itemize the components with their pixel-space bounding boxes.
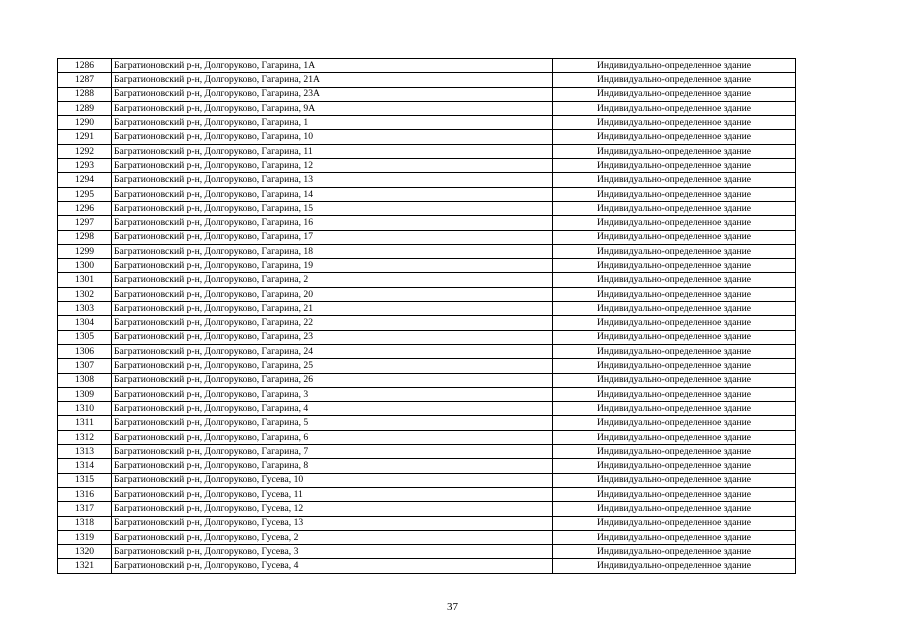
address-cell: Багратионовский р-н, Долгоруково, Гагарина, 14 [112, 187, 553, 201]
row-number-cell: 1290 [58, 116, 112, 130]
table-row [58, 545, 796, 559]
object-type-cell: Индивидуально-определенное здание [553, 116, 796, 130]
object-type-cell: Индивидуально-определенное здание [553, 459, 796, 473]
address-cell: Багратионовский р-н, Долгоруково, Гагарина, 1А [112, 59, 553, 73]
address-cell: Багратионовский р-н, Долгоруково, Гагарина, 8 [112, 459, 553, 473]
object-type-cell: Индивидуально-определенное здание [553, 187, 796, 201]
address-cell: Багратионовский р-н, Долгоруково, Гагарина, 21А [112, 73, 553, 87]
object-type-cell: Индивидуально-определенное здание [553, 201, 796, 215]
row-number-cell: 1300 [58, 259, 112, 273]
table-row [58, 330, 796, 344]
table-row [58, 373, 796, 387]
object-type-cell: Индивидуально-определенное здание [553, 273, 796, 287]
table-body [58, 59, 796, 574]
table-row [58, 159, 796, 173]
row-number-cell: 1305 [58, 330, 112, 344]
property-registry-table [57, 58, 796, 574]
object-type-cell: Индивидуально-определенное здание [553, 259, 796, 273]
object-type-cell: Индивидуально-определенное здание [553, 359, 796, 373]
address-cell: Багратионовский р-н, Долгоруково, Гагарина, 9А [112, 101, 553, 115]
address-cell: Багратионовский р-н, Долгоруково, Гагарина, 23А [112, 87, 553, 101]
object-type-cell: Индивидуально-определенное здание [553, 287, 796, 301]
object-type-cell: Индивидуально-определенное здание [553, 144, 796, 158]
address-cell: Багратионовский р-н, Долгоруково, Гагарина, 15 [112, 201, 553, 215]
object-type-cell: Индивидуально-определенное здание [553, 373, 796, 387]
object-type-cell: Индивидуально-определенное здание [553, 545, 796, 559]
table-row [58, 216, 796, 230]
address-cell: Багратионовский р-н, Долгоруково, Гагарина, 4 [112, 402, 553, 416]
row-number-cell: 1309 [58, 387, 112, 401]
object-type-cell: Индивидуально-определенное здание [553, 559, 796, 573]
address-cell: Багратионовский р-н, Долгоруково, Гагарина, 10 [112, 130, 553, 144]
table-row [58, 273, 796, 287]
address-cell: Багратионовский р-н, Долгоруково, Гусева, 2 [112, 530, 553, 544]
row-number-cell: 1308 [58, 373, 112, 387]
table-row [58, 101, 796, 115]
object-type-cell: Индивидуально-определенное здание [553, 330, 796, 344]
object-type-cell: Индивидуально-определенное здание [553, 387, 796, 401]
object-type-cell: Индивидуально-определенное здание [553, 216, 796, 230]
address-cell: Багратионовский р-н, Долгоруково, Гагарина, 1 [112, 116, 553, 130]
page-number: 37 [447, 601, 458, 613]
row-number-cell: 1288 [58, 87, 112, 101]
table-row [58, 516, 796, 530]
object-type-cell: Индивидуально-определенное здание [553, 416, 796, 430]
row-number-cell: 1310 [58, 402, 112, 416]
address-cell: Багратионовский р-н, Долгоруково, Гагарина, 22 [112, 316, 553, 330]
row-number-cell: 1317 [58, 502, 112, 516]
row-number-cell: 1313 [58, 445, 112, 459]
row-number-cell: 1293 [58, 159, 112, 173]
address-cell: Багратионовский р-н, Долгоруково, Гагарина, 13 [112, 173, 553, 187]
table-row [58, 259, 796, 273]
address-cell: Багратионовский р-н, Долгоруково, Гусева, 11 [112, 487, 553, 501]
table-row [58, 59, 796, 73]
object-type-cell: Индивидуально-определенное здание [553, 173, 796, 187]
address-cell: Багратионовский р-н, Долгоруково, Гагарина, 23 [112, 330, 553, 344]
row-number-cell: 1302 [58, 287, 112, 301]
row-number-cell: 1319 [58, 530, 112, 544]
row-number-cell: 1289 [58, 101, 112, 115]
object-type-cell: Индивидуально-определенное здание [553, 502, 796, 516]
table-row [58, 387, 796, 401]
address-cell: Багратионовский р-н, Долгоруково, Гагарина, 26 [112, 373, 553, 387]
address-cell: Багратионовский р-н, Долгоруково, Гагарина, 18 [112, 244, 553, 258]
row-number-cell: 1301 [58, 273, 112, 287]
object-type-cell: Индивидуально-определенное здание [553, 130, 796, 144]
row-number-cell: 1291 [58, 130, 112, 144]
row-number-cell: 1296 [58, 201, 112, 215]
address-cell: Багратионовский р-н, Долгоруково, Гагарина, 2 [112, 273, 553, 287]
address-cell: Багратионовский р-н, Долгоруково, Гусева, 3 [112, 545, 553, 559]
address-cell: Багратионовский р-н, Долгоруково, Гагарина, 19 [112, 259, 553, 273]
row-number-cell: 1314 [58, 459, 112, 473]
object-type-cell: Индивидуально-определенное здание [553, 530, 796, 544]
row-number-cell: 1304 [58, 316, 112, 330]
table-row [58, 173, 796, 187]
table-row [58, 201, 796, 215]
object-type-cell: Индивидуально-определенное здание [553, 59, 796, 73]
address-cell: Багратионовский р-н, Долгоруково, Гагарина, 21 [112, 302, 553, 316]
table-row [58, 559, 796, 573]
table-row [58, 130, 796, 144]
address-cell: Багратионовский р-н, Долгоруково, Гагарина, 20 [112, 287, 553, 301]
table-row [58, 73, 796, 87]
object-type-cell: Индивидуально-определенное здание [553, 473, 796, 487]
table-row [58, 87, 796, 101]
table-row [58, 302, 796, 316]
address-cell: Багратионовский р-н, Долгоруково, Гагарина, 3 [112, 387, 553, 401]
address-cell: Багратионовский р-н, Долгоруково, Гагарина, 25 [112, 359, 553, 373]
row-number-cell: 1307 [58, 359, 112, 373]
object-type-cell: Индивидуально-определенное здание [553, 445, 796, 459]
object-type-cell: Индивидуально-определенное здание [553, 87, 796, 101]
address-cell: Багратионовский р-н, Долгоруково, Гагарина, 7 [112, 445, 553, 459]
row-number-cell: 1286 [58, 59, 112, 73]
table-row [58, 430, 796, 444]
object-type-cell: Индивидуально-определенное здание [553, 430, 796, 444]
address-cell: Багратионовский р-н, Долгоруково, Гагарина, 6 [112, 430, 553, 444]
table-row [58, 187, 796, 201]
row-number-cell: 1294 [58, 173, 112, 187]
row-number-cell: 1298 [58, 230, 112, 244]
row-number-cell: 1311 [58, 416, 112, 430]
row-number-cell: 1287 [58, 73, 112, 87]
row-number-cell: 1320 [58, 545, 112, 559]
object-type-cell: Индивидуально-определенное здание [553, 344, 796, 358]
object-type-cell: Индивидуально-определенное здание [553, 159, 796, 173]
table-row [58, 459, 796, 473]
row-number-cell: 1297 [58, 216, 112, 230]
table-row [58, 416, 796, 430]
address-cell: Багратионовский р-н, Долгоруково, Гагарина, 11 [112, 144, 553, 158]
row-number-cell: 1292 [58, 144, 112, 158]
table-row [58, 530, 796, 544]
row-number-cell: 1295 [58, 187, 112, 201]
row-number-cell: 1312 [58, 430, 112, 444]
address-cell: Багратионовский р-н, Долгоруково, Гусева, 12 [112, 502, 553, 516]
address-cell: Багратионовский р-н, Долгоруково, Гагарина, 17 [112, 230, 553, 244]
object-type-cell: Индивидуально-определенное здание [553, 73, 796, 87]
table-row [58, 502, 796, 516]
table-row [58, 344, 796, 358]
address-cell: Багратионовский р-н, Долгоруково, Гусева, 4 [112, 559, 553, 573]
object-type-cell: Индивидуально-определенное здание [553, 516, 796, 530]
row-number-cell: 1303 [58, 302, 112, 316]
table-row [58, 116, 796, 130]
address-cell: Багратионовский р-н, Долгоруково, Гусева, 13 [112, 516, 553, 530]
table-row [58, 230, 796, 244]
object-type-cell: Индивидуально-определенное здание [553, 316, 796, 330]
table-row [58, 445, 796, 459]
address-cell: Багратионовский р-н, Долгоруково, Гагарина, 16 [112, 216, 553, 230]
table-row [58, 287, 796, 301]
address-cell: Багратионовский р-н, Долгоруково, Гагарина, 5 [112, 416, 553, 430]
row-number-cell: 1299 [58, 244, 112, 258]
object-type-cell: Индивидуально-определенное здание [553, 230, 796, 244]
object-type-cell: Индивидуально-определенное здание [553, 402, 796, 416]
object-type-cell: Индивидуально-определенное здание [553, 487, 796, 501]
row-number-cell: 1321 [58, 559, 112, 573]
address-cell: Багратионовский р-н, Долгоруково, Гусева, 10 [112, 473, 553, 487]
object-type-cell: Индивидуально-определенное здание [553, 302, 796, 316]
address-cell: Багратионовский р-н, Долгоруково, Гагарина, 24 [112, 344, 553, 358]
row-number-cell: 1315 [58, 473, 112, 487]
row-number-cell: 1318 [58, 516, 112, 530]
row-number-cell: 1306 [58, 344, 112, 358]
table-row [58, 316, 796, 330]
table-row [58, 473, 796, 487]
table-row [58, 244, 796, 258]
table-row [58, 359, 796, 373]
table-row [58, 487, 796, 501]
row-number-cell: 1316 [58, 487, 112, 501]
object-type-cell: Индивидуально-определенное здание [553, 101, 796, 115]
object-type-cell: Индивидуально-определенное здание [553, 244, 796, 258]
table-row [58, 144, 796, 158]
address-cell: Багратионовский р-н, Долгоруково, Гагарина, 12 [112, 159, 553, 173]
table-row [58, 402, 796, 416]
